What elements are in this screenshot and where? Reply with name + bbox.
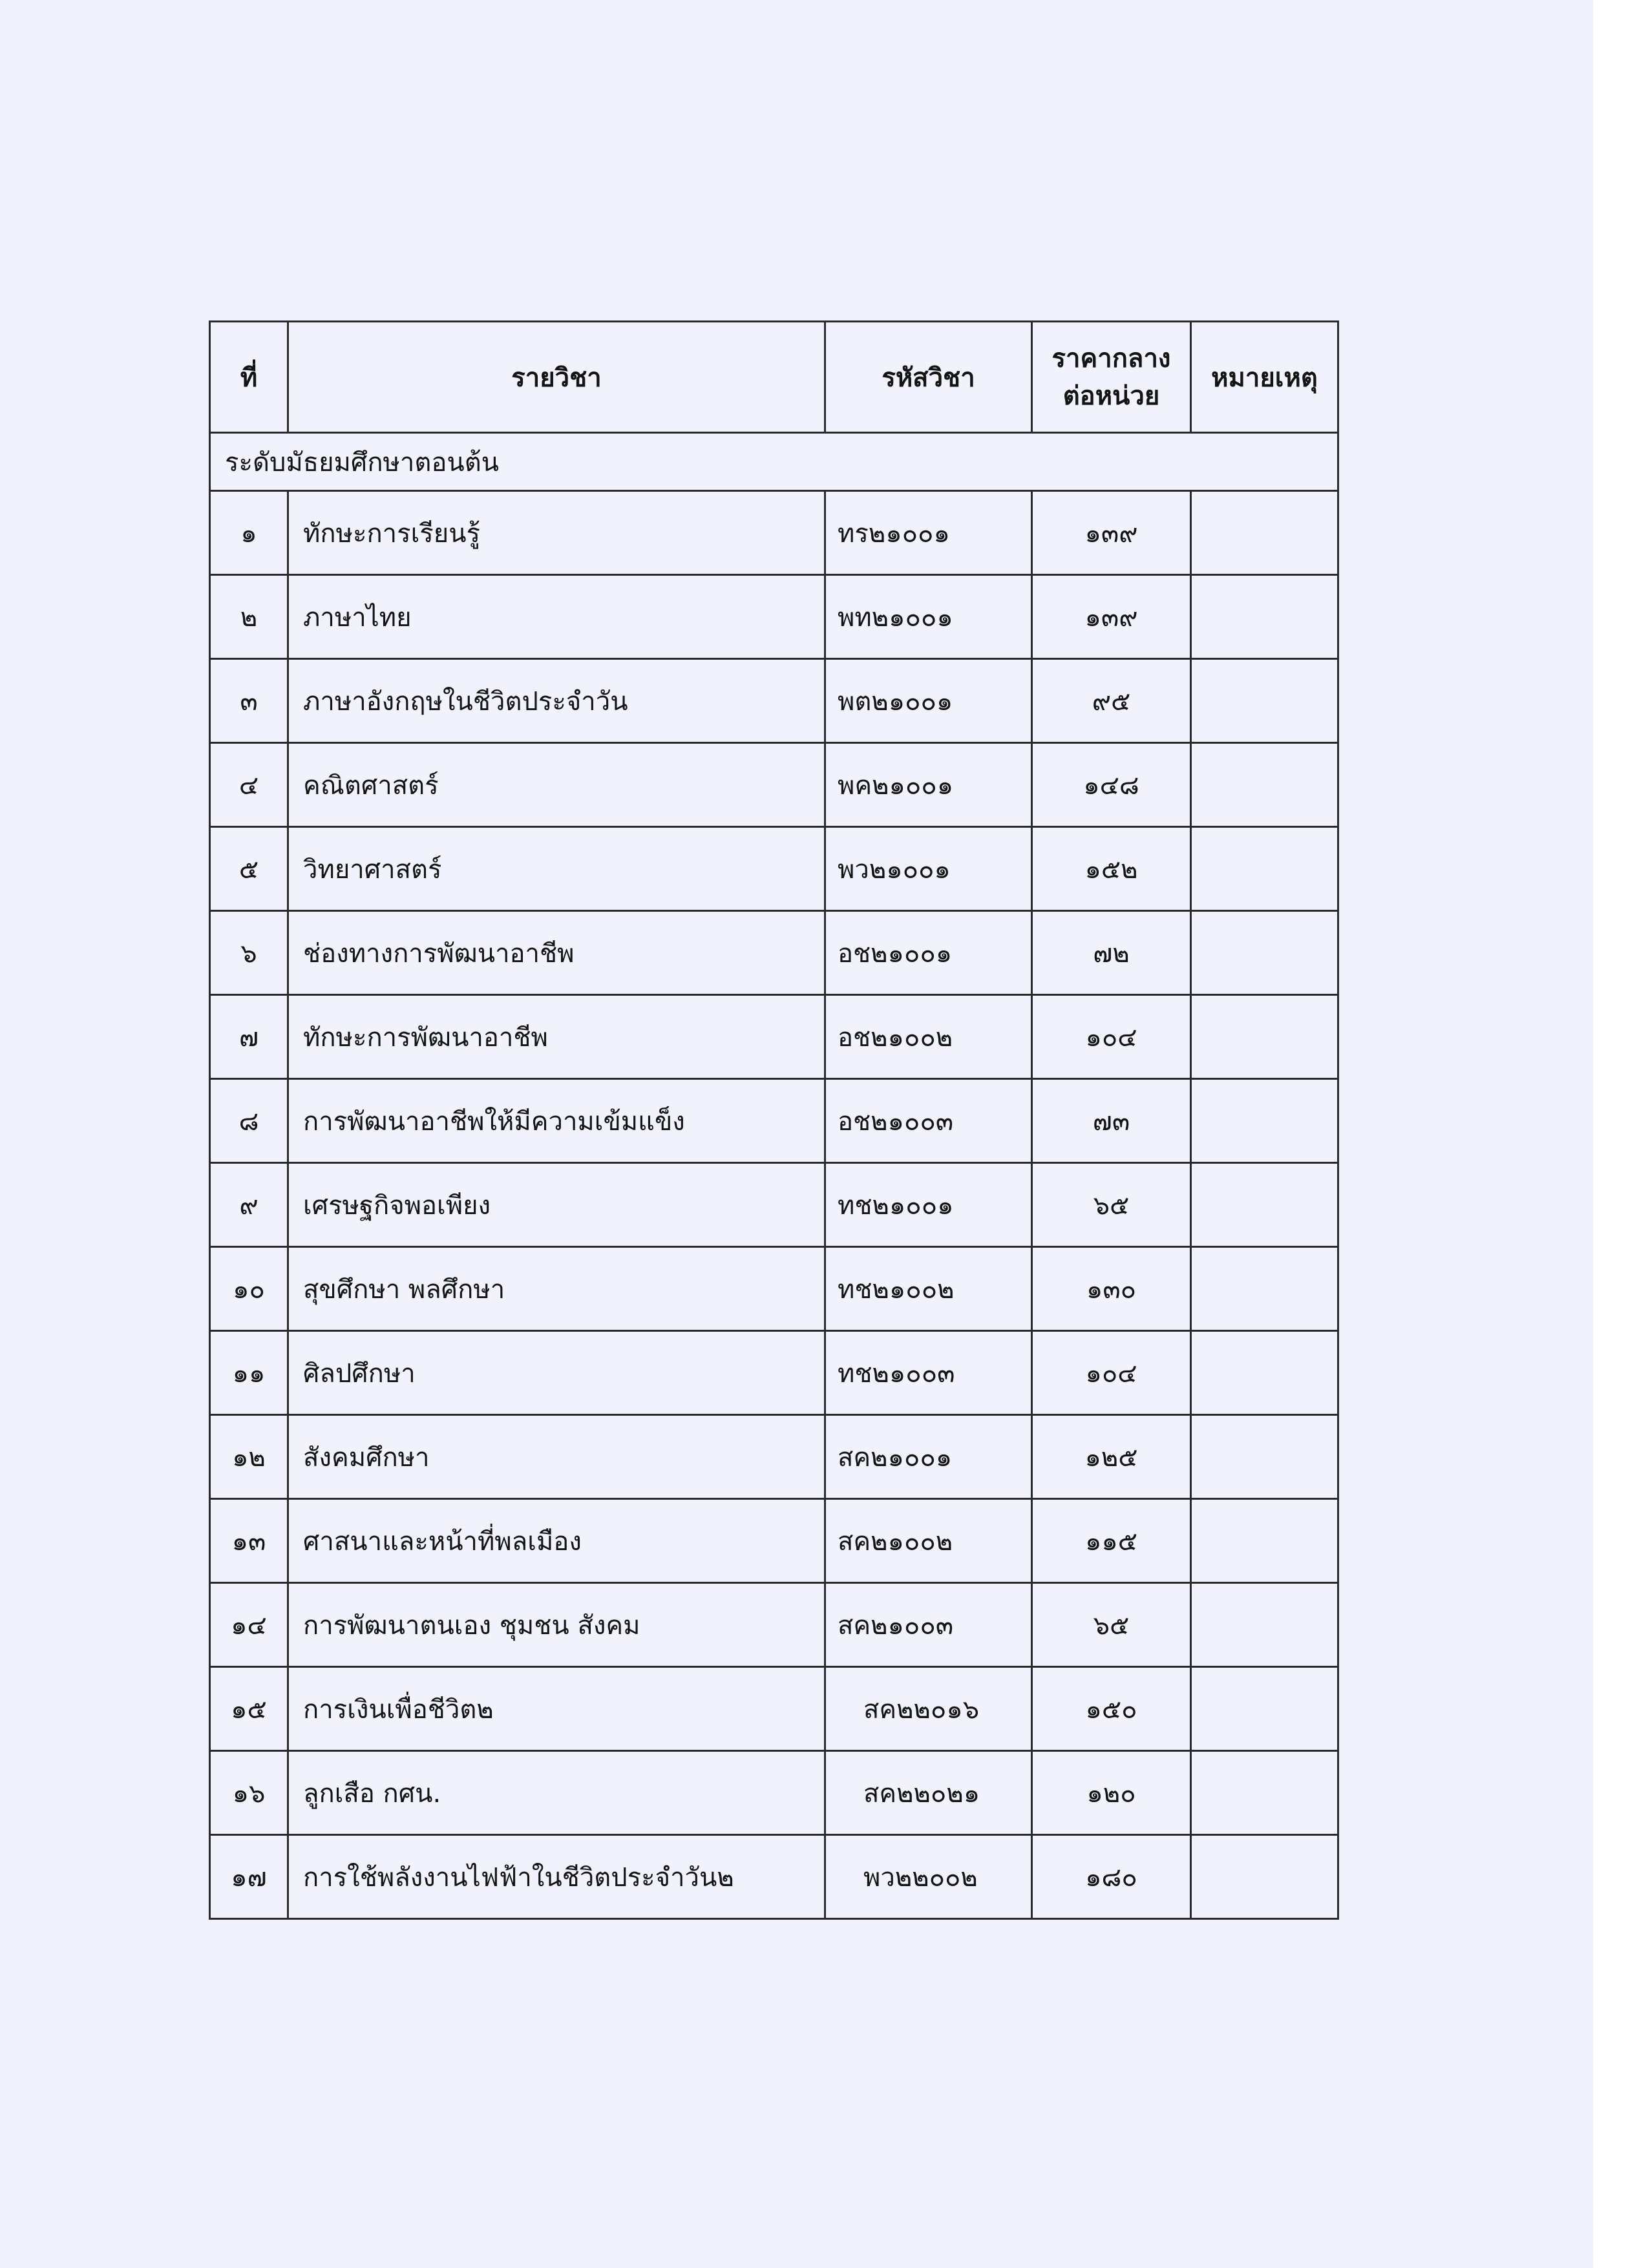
row-remark [1191,1667,1338,1751]
row-subject-name: เศรษฐกิจพอเพียง [288,1163,825,1247]
row-unit-price: ๑๒๕ [1032,1415,1191,1499]
table-row [210,575,1338,659]
header-remark: หมายเหตุ [1191,322,1338,433]
page-right-edge [1593,0,1648,2268]
row-subject-code: พต๒๑๐๐๑ [825,659,1032,743]
row-unit-price: ๑๓๙ [1032,575,1191,659]
row-remark [1191,743,1338,827]
table-row [210,491,1338,575]
row-subject-code: อช๒๑๐๐๒ [825,995,1032,1079]
row-subject-code: พค๒๑๐๐๑ [825,743,1032,827]
table-row [210,1667,1338,1751]
row-remark [1191,1835,1338,1919]
row-subject-code: สค๒๒๐๑๖ [825,1667,1032,1751]
row-subject-name: วิทยาศาสตร์ [288,827,825,911]
row-unit-price: ๖๕ [1032,1163,1191,1247]
row-unit-price: ๑๔๘ [1032,743,1191,827]
row-remark [1191,575,1338,659]
table-row [210,1079,1338,1163]
row-number: ๗ [210,995,288,1079]
row-subject-name: ทักษะการเรียนรู้ [288,491,825,575]
row-subject-code: พว๒๑๐๐๑ [825,827,1032,911]
row-subject-name: การพัฒนาอาชีพให้มีความเข้มแข็ง [288,1079,825,1163]
row-unit-price: ๑๕๒ [1032,827,1191,911]
row-number: ๑๗ [210,1835,288,1919]
row-number: ๑๒ [210,1415,288,1499]
row-number: ๒ [210,575,288,659]
header-code: รหัสวิชา [825,322,1032,433]
row-subject-code: อช๒๑๐๐๑ [825,911,1032,995]
row-subject-name: การเงินเพื่อชีวิต๒ [288,1667,825,1751]
row-number: ๕ [210,827,288,911]
row-subject-code: สค๒๒๐๒๑ [825,1751,1032,1835]
row-unit-price: ๙๕ [1032,659,1191,743]
table-row [210,1415,1338,1499]
row-remark [1191,1415,1338,1499]
row-remark [1191,1331,1338,1415]
row-subject-name: การพัฒนาตนเอง ชุมชน สังคม [288,1583,825,1667]
row-subject-code: อช๒๑๐๐๓ [825,1079,1032,1163]
section-title: ระดับมัธยมศึกษาตอนต้น [210,433,1338,491]
row-subject-name: ภาษาไทย [288,575,825,659]
row-unit-price: ๑๐๔ [1032,1331,1191,1415]
row-subject-name: การใช้พลังงานไฟฟ้าในชีวิตประจำวัน๒ [288,1835,825,1919]
table-row [210,1583,1338,1667]
row-number: ๔ [210,743,288,827]
row-subject-code: สค๒๑๐๐๒ [825,1499,1032,1583]
row-unit-price: ๑๘๐ [1032,1835,1191,1919]
row-subject-name: สังคมศึกษา [288,1415,825,1499]
table-row [210,995,1338,1079]
row-subject-name: ลูกเสือ กศน. [288,1751,825,1835]
row-unit-price: ๖๕ [1032,1583,1191,1667]
row-number: ๓ [210,659,288,743]
table-row [210,1835,1338,1919]
table-row [210,827,1338,911]
row-remark [1191,995,1338,1079]
row-remark [1191,1583,1338,1667]
row-unit-price: ๗๒ [1032,911,1191,995]
row-subject-code: สค๒๑๐๐๓ [825,1583,1032,1667]
row-subject-name: ศาสนาและหน้าที่พลเมือง [288,1499,825,1583]
table-row [210,911,1338,995]
row-remark [1191,1247,1338,1331]
table-row [210,1499,1338,1583]
row-unit-price: ๑๓๐ [1032,1247,1191,1331]
table-row [210,1247,1338,1331]
row-remark [1191,827,1338,911]
row-subject-code: ทร๒๑๐๐๑ [825,491,1032,575]
row-unit-price: ๑๓๙ [1032,491,1191,575]
row-remark [1191,1163,1338,1247]
row-number: ๑๖ [210,1751,288,1835]
row-subject-name: ช่องทางการพัฒนาอาชีพ [288,911,825,995]
row-remark [1191,659,1338,743]
header-price [1032,322,1191,433]
row-subject-name: คณิตศาสตร์ [288,743,825,827]
table-row [210,659,1338,743]
course-price-table [209,320,1339,1920]
row-subject-code: ทช๒๑๐๐๑ [825,1163,1032,1247]
row-subject-code: สค๒๑๐๐๑ [825,1415,1032,1499]
header-price-line2: ต่อหน่วย [1062,381,1160,411]
header-no: ที่ [210,322,288,433]
row-remark [1191,1079,1338,1163]
row-number: ๑๐ [210,1247,288,1331]
table-row [210,1751,1338,1835]
row-subject-name: ทักษะการพัฒนาอาชีพ [288,995,825,1079]
row-unit-price: ๗๓ [1032,1079,1191,1163]
row-number: ๘ [210,1079,288,1163]
row-number: ๑๑ [210,1331,288,1415]
row-number: ๑๓ [210,1499,288,1583]
row-subject-name: สุขศึกษา พลศึกษา [288,1247,825,1331]
table-row [210,1331,1338,1415]
table-row [210,1163,1338,1247]
row-number: ๙ [210,1163,288,1247]
row-subject-code: พท๒๑๐๐๑ [825,575,1032,659]
row-subject-code: พว๒๒๐๐๒ [825,1835,1032,1919]
row-subject-code: ทช๒๑๐๐๒ [825,1247,1032,1331]
row-subject-name: ภาษาอังกฤษในชีวิตประจำวัน [288,659,825,743]
header-price-line1: ราคากลาง [1051,343,1171,373]
row-remark [1191,1751,1338,1835]
row-unit-price: ๑๐๔ [1032,995,1191,1079]
row-unit-price: ๑๒๐ [1032,1751,1191,1835]
header-subject: รายวิชา [288,322,825,433]
row-number: ๑๕ [210,1667,288,1751]
row-unit-price: ๑๕๐ [1032,1667,1191,1751]
row-remark [1191,911,1338,995]
table-header-row [210,322,1338,433]
row-unit-price: ๑๑๕ [1032,1499,1191,1583]
row-remark [1191,1499,1338,1583]
row-remark [1191,491,1338,575]
row-number: ๑ [210,491,288,575]
row-number: ๖ [210,911,288,995]
row-subject-name: ศิลปศึกษา [288,1331,825,1415]
row-subject-code: ทช๒๑๐๐๓ [825,1331,1032,1415]
section-row [210,433,1338,491]
row-number: ๑๔ [210,1583,288,1667]
table-row [210,743,1338,827]
